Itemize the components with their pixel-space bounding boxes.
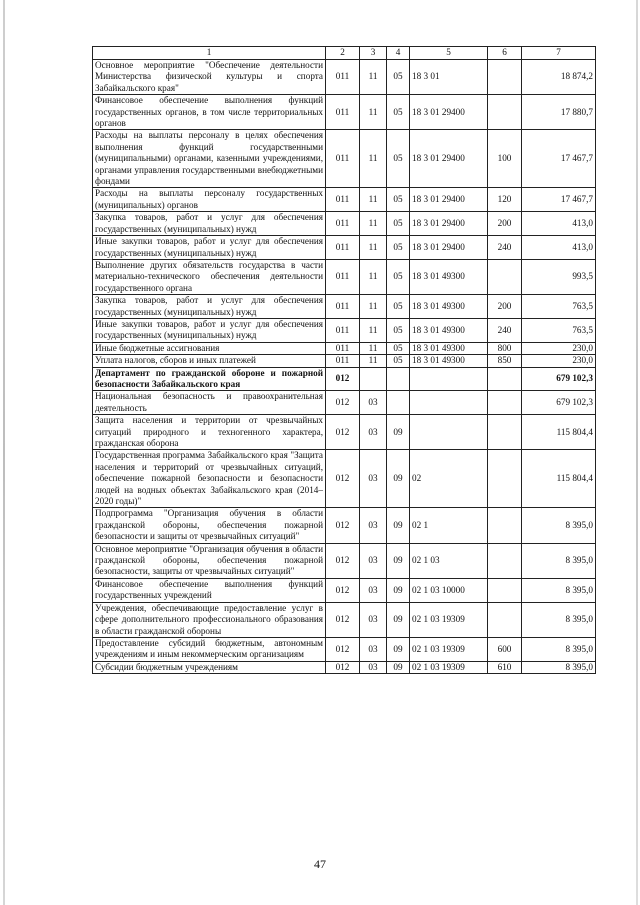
row-vr: 800 bbox=[488, 342, 522, 354]
row-pr: 05 bbox=[387, 188, 410, 212]
row-name: Департамент по гражданской обороне и пожарной безопасности Забайкальского края bbox=[93, 367, 326, 391]
row-amount: 17 467,7 bbox=[522, 130, 596, 188]
row-rz: 11 bbox=[360, 318, 387, 342]
row-gr: 012 bbox=[326, 367, 360, 391]
row-cs: 18 3 01 29400 bbox=[410, 95, 488, 130]
row-cs: 02 1 03 10000 bbox=[410, 578, 488, 602]
row-amount: 993,5 bbox=[522, 259, 596, 294]
row-amount: 413,0 bbox=[522, 212, 596, 236]
row-amount: 413,0 bbox=[522, 236, 596, 260]
row-amount: 115 804,4 bbox=[522, 415, 596, 450]
row-rz: 03 bbox=[360, 661, 387, 673]
row-name: Защита населения и территории от чрезвычайных ситуаций природного и техногенного характера, гражданская оборона bbox=[93, 415, 326, 450]
row-name: Финансовое обеспечение выполнения функций государственных учреждений bbox=[93, 578, 326, 602]
row-amount: 8 395,0 bbox=[522, 602, 596, 637]
row-rz: 03 bbox=[360, 543, 387, 578]
row-gr: 011 bbox=[326, 259, 360, 294]
row-rz: 11 bbox=[360, 236, 387, 260]
row-amount: 763,5 bbox=[522, 295, 596, 319]
row-cs: 18 3 01 49300 bbox=[410, 318, 488, 342]
row-gr: 012 bbox=[326, 508, 360, 543]
row-gr: 012 bbox=[326, 450, 360, 508]
row-cs: 02 1 bbox=[410, 508, 488, 543]
row-rz bbox=[360, 367, 387, 391]
table-row bbox=[93, 60, 596, 95]
row-rz: 03 bbox=[360, 637, 387, 661]
row-amount: 679 102,3 bbox=[522, 367, 596, 391]
row-pr: 05 bbox=[387, 318, 410, 342]
table-header-row bbox=[93, 47, 596, 60]
row-vr bbox=[488, 602, 522, 637]
table-body bbox=[93, 60, 596, 674]
col-header-cs: 5 bbox=[410, 47, 488, 60]
row-vr bbox=[488, 543, 522, 578]
row-pr bbox=[387, 367, 410, 391]
table-row bbox=[93, 212, 596, 236]
row-gr: 011 bbox=[326, 342, 360, 354]
row-name: Иные закупки товаров, работ и услуг для обеспечения государственных (муниципальных) нужд bbox=[93, 236, 326, 260]
row-rz: 11 bbox=[360, 342, 387, 354]
row-vr: 200 bbox=[488, 295, 522, 319]
row-vr: 610 bbox=[488, 661, 522, 673]
row-name: Иные бюджетные ассигнования bbox=[93, 342, 326, 354]
row-gr: 011 bbox=[326, 355, 360, 367]
row-gr: 012 bbox=[326, 543, 360, 578]
row-pr: 09 bbox=[387, 661, 410, 673]
page-number: 47 bbox=[314, 857, 326, 871]
row-rz: 03 bbox=[360, 578, 387, 602]
row-vr bbox=[488, 508, 522, 543]
row-amount: 679 102,3 bbox=[522, 391, 596, 415]
row-pr: 09 bbox=[387, 578, 410, 602]
row-cs: 02 1 03 bbox=[410, 543, 488, 578]
row-name: Уплата налогов, сборов и иных платежей bbox=[93, 355, 326, 367]
table-row bbox=[93, 415, 596, 450]
row-cs: 02 1 03 19309 bbox=[410, 661, 488, 673]
table-row bbox=[93, 367, 596, 391]
row-pr: 09 bbox=[387, 450, 410, 508]
row-gr: 011 bbox=[326, 295, 360, 319]
row-name: Расходы на выплаты персоналу в целях обеспечения выполнения функций государственными (муниципальными) органами, казенными учреждениями, органами управления государственными внебюджетными фондами bbox=[93, 130, 326, 188]
row-gr: 012 bbox=[326, 391, 360, 415]
row-rz: 11 bbox=[360, 212, 387, 236]
table-row bbox=[93, 391, 596, 415]
row-name: Выполнение других обязательств государства в части материально-технического обеспечения деятельности государственного органа bbox=[93, 259, 326, 294]
row-rz: 03 bbox=[360, 450, 387, 508]
row-name: Субсидии бюджетным учреждениям bbox=[93, 661, 326, 673]
row-amount: 230,0 bbox=[522, 355, 596, 367]
scan-edge-right bbox=[636, 0, 638, 905]
row-pr bbox=[387, 391, 410, 415]
row-vr bbox=[488, 578, 522, 602]
row-amount: 8 395,0 bbox=[522, 661, 596, 673]
row-name: Закупка товаров, работ и услуг для обеспечения государственных (муниципальных) нужд bbox=[93, 295, 326, 319]
row-name: Национальная безопасность и правоохранительная деятельность bbox=[93, 391, 326, 415]
row-pr: 05 bbox=[387, 355, 410, 367]
table-row bbox=[93, 543, 596, 578]
table-row bbox=[93, 318, 596, 342]
row-gr: 012 bbox=[326, 637, 360, 661]
table-row bbox=[93, 661, 596, 673]
row-gr: 012 bbox=[326, 415, 360, 450]
row-rz: 11 bbox=[360, 60, 387, 95]
row-pr: 09 bbox=[387, 415, 410, 450]
row-name: Расходы на выплаты персоналу государственных (муниципальных) органов bbox=[93, 188, 326, 212]
row-rz: 03 bbox=[360, 415, 387, 450]
row-vr: 240 bbox=[488, 236, 522, 260]
row-gr: 012 bbox=[326, 578, 360, 602]
row-pr: 05 bbox=[387, 295, 410, 319]
row-gr: 011 bbox=[326, 95, 360, 130]
row-pr: 05 bbox=[387, 259, 410, 294]
row-cs: 18 3 01 49300 bbox=[410, 295, 488, 319]
row-pr: 09 bbox=[387, 508, 410, 543]
col-header-amount: 7 bbox=[522, 47, 596, 60]
row-cs: 18 3 01 29400 bbox=[410, 236, 488, 260]
row-vr bbox=[488, 391, 522, 415]
row-rz: 11 bbox=[360, 355, 387, 367]
row-vr: 850 bbox=[488, 355, 522, 367]
row-rz: 03 bbox=[360, 508, 387, 543]
row-cs: 02 1 03 19309 bbox=[410, 637, 488, 661]
row-name: Основное мероприятие "Обеспечение деятельности Министерства физической культуры и спорта Забайкальского края" bbox=[93, 60, 326, 95]
row-amount: 8 395,0 bbox=[522, 637, 596, 661]
row-gr: 011 bbox=[326, 212, 360, 236]
row-gr: 011 bbox=[326, 318, 360, 342]
row-name: Закупка товаров, работ и услуг для обеспечения государственных (муниципальных) нужд bbox=[93, 212, 326, 236]
row-cs: 18 3 01 49300 bbox=[410, 259, 488, 294]
row-amount: 8 395,0 bbox=[522, 578, 596, 602]
row-rz: 11 bbox=[360, 95, 387, 130]
row-amount: 18 874,2 bbox=[522, 60, 596, 95]
row-rz: 03 bbox=[360, 602, 387, 637]
row-amount: 17 880,7 bbox=[522, 95, 596, 130]
row-vr bbox=[488, 60, 522, 95]
table-row bbox=[93, 342, 596, 354]
table-row bbox=[93, 450, 596, 508]
row-cs: 18 3 01 29400 bbox=[410, 130, 488, 188]
row-pr: 05 bbox=[387, 95, 410, 130]
row-pr: 05 bbox=[387, 212, 410, 236]
row-vr bbox=[488, 95, 522, 130]
row-pr: 05 bbox=[387, 60, 410, 95]
row-cs bbox=[410, 367, 488, 391]
row-gr: 011 bbox=[326, 236, 360, 260]
table-row bbox=[93, 637, 596, 661]
row-vr bbox=[488, 415, 522, 450]
row-name: Учреждения, обеспечивающие предоставление услуг в сфере дополнительного профессионального образования в области гражданской обороны bbox=[93, 602, 326, 637]
row-name: Иные закупки товаров, работ и услуг для обеспечения государственных (муниципальных) нужд bbox=[93, 318, 326, 342]
row-gr: 011 bbox=[326, 188, 360, 212]
row-gr: 012 bbox=[326, 602, 360, 637]
row-amount: 115 804,4 bbox=[522, 450, 596, 508]
row-pr: 05 bbox=[387, 236, 410, 260]
row-vr: 600 bbox=[488, 637, 522, 661]
row-name: Основное мероприятие "Организация обучения в области гражданской обороны, обеспечения пожарной безопасности, защиты от чрезвычайных ситуаций" bbox=[93, 543, 326, 578]
row-rz: 11 bbox=[360, 188, 387, 212]
table-row bbox=[93, 259, 596, 294]
row-gr: 011 bbox=[326, 60, 360, 95]
row-gr: 011 bbox=[326, 130, 360, 188]
scan-edge-left bbox=[3, 0, 5, 905]
table-row bbox=[93, 355, 596, 367]
row-gr: 012 bbox=[326, 661, 360, 673]
row-cs: 18 3 01 bbox=[410, 60, 488, 95]
row-cs: 18 3 01 29400 bbox=[410, 188, 488, 212]
row-name: Подпрограмма "Организация обучения в области гражданской обороны, обеспечения пожарной безопасности и защиты от чрезвычайных ситуаций" bbox=[93, 508, 326, 543]
row-vr: 100 bbox=[488, 130, 522, 188]
row-rz: 11 bbox=[360, 295, 387, 319]
row-cs: 02 1 03 19309 bbox=[410, 602, 488, 637]
col-header-vr: 6 bbox=[488, 47, 522, 60]
row-vr: 200 bbox=[488, 212, 522, 236]
col-header-gr: 2 bbox=[326, 47, 360, 60]
row-pr: 05 bbox=[387, 130, 410, 188]
row-cs: 18 3 01 49300 bbox=[410, 355, 488, 367]
col-header-pr: 4 bbox=[387, 47, 410, 60]
row-vr: 120 bbox=[488, 188, 522, 212]
row-rz: 11 bbox=[360, 130, 387, 188]
row-cs: 18 3 01 29400 bbox=[410, 212, 488, 236]
row-vr bbox=[488, 450, 522, 508]
table-row bbox=[93, 578, 596, 602]
table-row bbox=[93, 130, 596, 188]
row-name: Финансовое обеспечение выполнения функций государственных органов, в том числе территориальных органов bbox=[93, 95, 326, 130]
row-pr: 09 bbox=[387, 602, 410, 637]
row-amount: 17 467,7 bbox=[522, 188, 596, 212]
row-pr: 05 bbox=[387, 342, 410, 354]
row-cs: 18 3 01 49300 bbox=[410, 342, 488, 354]
row-name: Предоставление субсидий бюджетным, автономным учреждениям и иным некоммерческим организациям bbox=[93, 637, 326, 661]
table-row bbox=[93, 95, 596, 130]
budget-table bbox=[92, 46, 596, 674]
table-row bbox=[93, 295, 596, 319]
table-row bbox=[93, 508, 596, 543]
row-amount: 8 395,0 bbox=[522, 543, 596, 578]
table-row bbox=[93, 236, 596, 260]
table-row bbox=[93, 602, 596, 637]
row-amount: 230,0 bbox=[522, 342, 596, 354]
row-name: Государственная программа Забайкальского края "Защита населения и территорий от чрезвычайных ситуаций, обеспечение пожарной безопасности и безопасности людей на водных объектах Забайкальского края (2014–2020 годы)" bbox=[93, 450, 326, 508]
row-amount: 763,5 bbox=[522, 318, 596, 342]
row-rz: 11 bbox=[360, 259, 387, 294]
row-vr bbox=[488, 367, 522, 391]
row-cs: 02 bbox=[410, 450, 488, 508]
col-header-rz: 3 bbox=[360, 47, 387, 60]
row-vr bbox=[488, 259, 522, 294]
row-rz: 03 bbox=[360, 391, 387, 415]
row-amount: 8 395,0 bbox=[522, 508, 596, 543]
table-row bbox=[93, 188, 596, 212]
row-vr: 240 bbox=[488, 318, 522, 342]
row-cs bbox=[410, 391, 488, 415]
row-pr: 09 bbox=[387, 543, 410, 578]
row-pr: 09 bbox=[387, 637, 410, 661]
col-header-name: 1 bbox=[93, 47, 326, 60]
row-cs bbox=[410, 415, 488, 450]
